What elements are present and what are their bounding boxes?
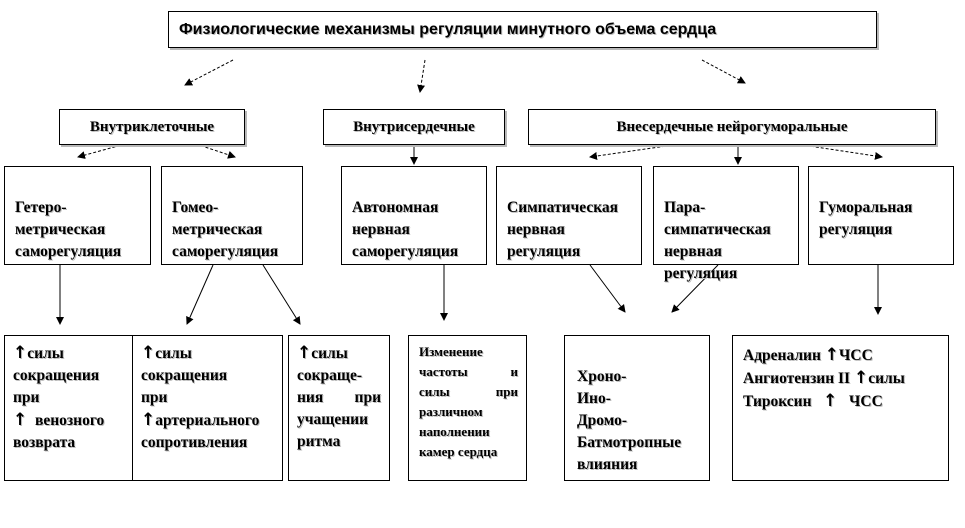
arrow-intracellular-to-hetero (78, 144, 125, 157)
arrow-homeo-to-arterial (187, 265, 213, 324)
arrow-homeo-to-rhythm (263, 265, 300, 324)
effect-autonomic-l2a: частоты (419, 364, 468, 379)
mechanism-sympathetic-text: Симпатическая нервная регуляция (507, 199, 619, 260)
up-arrow-icon: ↑ (297, 343, 312, 363)
mechanism-heterometric (4, 166, 151, 265)
up-arrow-icon: ↑ (853, 368, 869, 388)
effect-homeometric-rhythm (288, 335, 390, 481)
category-extracardiac (528, 109, 936, 145)
effect-rhythm-line5: ритма (297, 433, 341, 450)
effect-rhythm-line1: силы (311, 345, 348, 362)
up-arrow-icon: ↑ (13, 410, 28, 430)
effect-hetero-line3: при (13, 389, 40, 406)
category-intracellular (59, 109, 245, 145)
effect-autonomic-l2b: и (510, 364, 518, 379)
effect-hetero-line2: сокращения (13, 367, 100, 384)
category-extracardiac-label: Внесердечные нейрогуморальные (616, 118, 848, 135)
mechanism-autonomic (341, 166, 487, 265)
effect-arterial-line4: артериального (155, 412, 260, 429)
arrow-title-to-intracardiac (420, 60, 425, 92)
category-intracellular-label: Внутриклеточные (89, 118, 215, 135)
effect-tropic (564, 335, 710, 481)
effect-humoral-h1name: Адреналин (743, 347, 821, 364)
up-arrow-icon: ↑ (823, 391, 838, 411)
effect-autonomic-l3b: при (495, 384, 518, 399)
diagram-title-text: Физиологические механизмы регуляции минутного объема сердца (179, 20, 717, 38)
arrow-extracardiac-to-sympathetic (590, 144, 680, 157)
effect-hetero-line4: венозного (35, 412, 105, 429)
mechanism-homeometric-text: Гомео- метрическая саморегуляция (172, 199, 279, 260)
effect-hetero-line1: силы (27, 345, 64, 362)
category-intracardiac (323, 109, 505, 145)
effect-autonomic (408, 335, 527, 481)
arrow-extracardiac-to-humoral (796, 144, 882, 157)
effect-humoral-h2val: силы (868, 370, 905, 387)
mechanism-humoral-text: Гуморальная регуляция (819, 199, 913, 238)
mechanism-heterometric-text: Гетеро- метрическая саморегуляция (15, 199, 122, 260)
effect-autonomic-l6: камер сердца (419, 444, 498, 459)
arrow-sympathetic-to-tropic (590, 265, 625, 312)
effect-humoral-h1val: ЧСС (839, 347, 873, 364)
effect-arterial-line2: сокращения (141, 367, 228, 384)
diagram-title (168, 11, 877, 48)
mechanism-parasympathetic (653, 166, 799, 282)
effect-heterometric (4, 335, 133, 481)
effect-humoral-h3val: ЧСС (849, 393, 883, 410)
effect-tropic-text: Хроно- Ино- Дромо- Батмотропные влияния (577, 368, 682, 473)
mechanism-autonomic-text: Автономная нервная саморегуляция (352, 199, 459, 260)
effect-homeometric-arterial (132, 335, 283, 481)
mechanism-sympathetic (496, 166, 642, 265)
category-intracardiac-label: Внутрисердечные (353, 118, 475, 135)
effect-autonomic-l1: Изменение (419, 344, 483, 359)
effect-humoral (732, 335, 949, 481)
arrow-intracellular-to-homeo (196, 144, 235, 157)
arrow-title-to-intracellular (185, 60, 233, 85)
up-arrow-icon: ↑ (13, 343, 28, 363)
effect-autonomic-l3a: силы (419, 384, 450, 399)
effect-arterial-line5: сопротивления (141, 434, 248, 451)
up-arrow-icon: ↑ (141, 343, 156, 363)
effect-humoral-h2name: Ангиотензин II (743, 370, 851, 387)
effect-humoral-h3name: Тироксин (743, 393, 812, 410)
effect-autonomic-l5: наполнении (419, 424, 490, 439)
up-arrow-icon: ↑ (141, 410, 156, 430)
effect-arterial-line1: силы (155, 345, 192, 362)
effect-hetero-line5: возврата (13, 434, 76, 451)
up-arrow-icon: ↑ (824, 345, 840, 365)
effect-arterial-line3: при (141, 389, 168, 406)
effect-rhythm-line4: учащении (297, 411, 368, 428)
mechanism-parasympathetic-text: Пара- симпатическая нервная регуляция (664, 199, 771, 282)
mechanism-humoral (808, 166, 954, 265)
effect-rhythm-line2: сокраще- (297, 367, 363, 384)
effect-rhythm-line3: ния (297, 389, 324, 406)
mechanism-homeometric (161, 166, 303, 265)
arrow-title-to-extracardiac (702, 60, 745, 83)
effect-autonomic-l4: различном (419, 404, 483, 419)
effect-rhythm-line3b: при (354, 389, 381, 406)
